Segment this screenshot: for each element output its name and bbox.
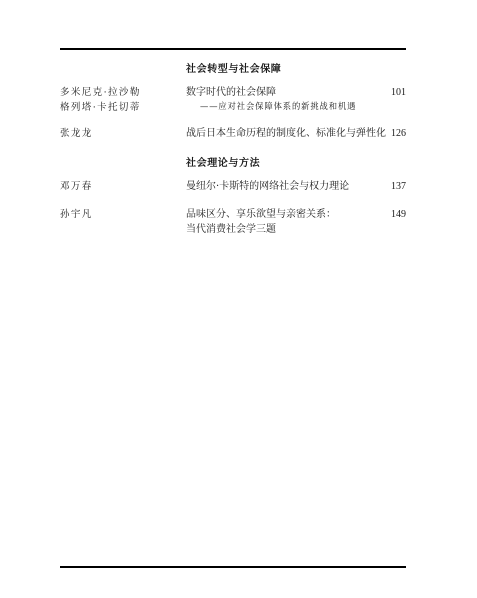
- entry-title: [186, 207, 382, 237]
- entry-title: [186, 85, 382, 113]
- entry-title: [186, 179, 382, 194]
- title-line: 当代消费社会学三题: [186, 224, 276, 235]
- page-number: 101: [391, 87, 406, 98]
- section-heading-social-theory: 社会理论与方法: [186, 158, 261, 169]
- author-name: 多米尼克·拉沙勒: [60, 87, 141, 98]
- author-name: 格列塔·卡托切蒂: [60, 102, 141, 113]
- entry-authors: [60, 85, 141, 115]
- section-heading-social-transformation: 社会转型与社会保障: [186, 64, 282, 75]
- entry-authors: [60, 179, 93, 194]
- title-line: 战后日本生命历程的制度化、标准化与弹性化: [186, 128, 386, 139]
- author-name: 张龙龙: [60, 128, 93, 139]
- entry-authors: [60, 207, 93, 222]
- page-number: 137: [391, 181, 406, 192]
- page-number: 126: [391, 128, 406, 139]
- top-rule: [60, 48, 406, 50]
- entry-authors: [60, 126, 93, 141]
- title-line: 曼纽尔·卡斯特的网络社会与权力理论: [186, 181, 350, 192]
- entry-subtitle: ——应对社会保障体系的新挑战和机遇: [200, 101, 357, 111]
- title-line: 品味区分、享乐欲望与亲密关系：: [186, 209, 336, 220]
- bottom-rule: [60, 566, 406, 568]
- author-name: 孙宇凡: [60, 209, 93, 220]
- title-line: 数字时代的社会保障: [186, 87, 276, 98]
- author-name: 邓万春: [60, 181, 93, 192]
- entry-title: [186, 126, 386, 141]
- page-number: 149: [391, 209, 406, 220]
